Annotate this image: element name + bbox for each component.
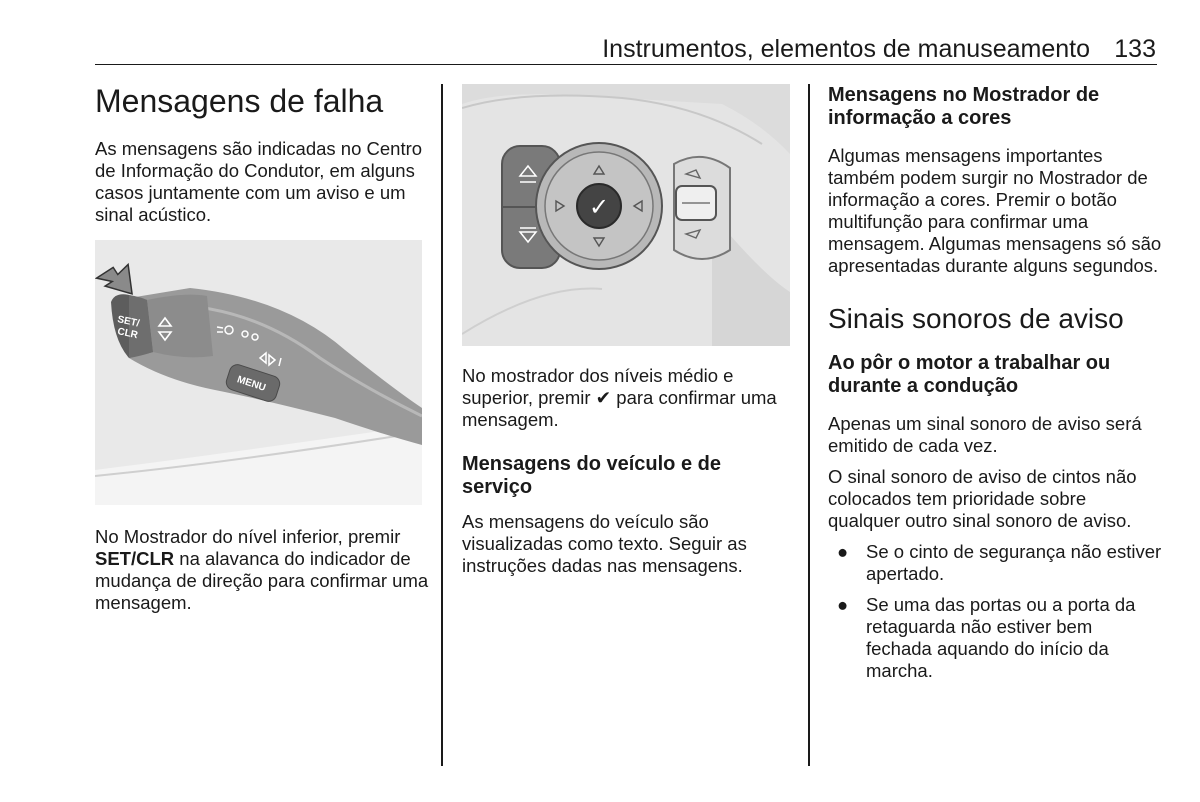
wheel-caption: No mostrador dos níveis médio e superior, premir ✔ para confirmar uma mensagem. <box>462 365 777 430</box>
bullet-icon: ● <box>837 541 849 562</box>
caption-text-post: na alavanca do indicador de mudança de direção para confirmar uma mensagem. <box>95 548 429 613</box>
column-3 <box>828 84 1163 682</box>
list-item <box>828 594 1163 682</box>
stalk-caption <box>95 526 430 614</box>
chime-paragraph-1: Apenas um sinal sonoro de aviso será emitido de cada vez. <box>828 413 1142 456</box>
list-item-text: Se uma das portas ou a porta da retaguarda não estiver bem fechada aquando do início da marcha. <box>866 594 1136 681</box>
column-divider-left <box>441 84 443 766</box>
color-display-paragraph: Algumas mensagens importantes também podem surgir no Mostrador de informação a cores. Premir o botão multifunção para confirmar uma mensagem. Algumas mensagens só são apresentadas durante alguns segundos. <box>828 145 1162 276</box>
caption-text-pre: No Mostrador do nível inferior, premir <box>95 526 401 547</box>
running-header: Instrumentos, elementos de manuseamento <box>602 35 1090 63</box>
section-title: Mensagens de falha <box>95 83 384 119</box>
warning-chimes-title: Sinais sonoros de aviso <box>828 303 1124 334</box>
chime-paragraph-2: O sinal sonoro de aviso de cintos não colocados tem prioridade sobre qualquer outro sinal sonoro de aviso. <box>828 466 1137 531</box>
menu-label: MENU <box>235 374 268 394</box>
turn-signal-stalk-illustration <box>95 240 422 505</box>
check-icon: ✓ <box>588 193 610 221</box>
column-2-text <box>462 365 792 577</box>
chime-bullet-list <box>828 541 1163 682</box>
bullet-icon: ● <box>837 594 849 615</box>
set-label: SET/ <box>116 314 141 330</box>
vehicle-messages-heading: Mensagens do veículo e de serviço <box>462 453 721 498</box>
clr-label: CLR <box>116 326 139 342</box>
vehicle-messages-paragraph: As mensagens do veículo são visualizadas como texto. Seguir as instruções dadas nas mensagens. <box>462 511 747 576</box>
page-number: 133 <box>1114 35 1156 63</box>
column-1 <box>95 82 430 226</box>
steering-wheel-controls-illustration <box>462 84 790 346</box>
color-display-heading: Mensagens no Mostrador de informação a cores <box>828 84 1100 129</box>
list-item-text: Se o cinto de segurança não estiver apertado. <box>866 541 1162 584</box>
engine-running-heading: Ao pôr o motor a trabalhar ou durante a condução <box>828 352 1111 397</box>
header-rule <box>95 64 1157 65</box>
list-item <box>828 541 1163 585</box>
set-clr-bold: SET/CLR <box>95 548 175 569</box>
column-divider-right <box>808 84 810 766</box>
intro-paragraph: As mensagens são indicadas no Centro de Informação do Condutor, em alguns casos juntamente com um aviso e um sinal acústico. <box>95 138 423 225</box>
